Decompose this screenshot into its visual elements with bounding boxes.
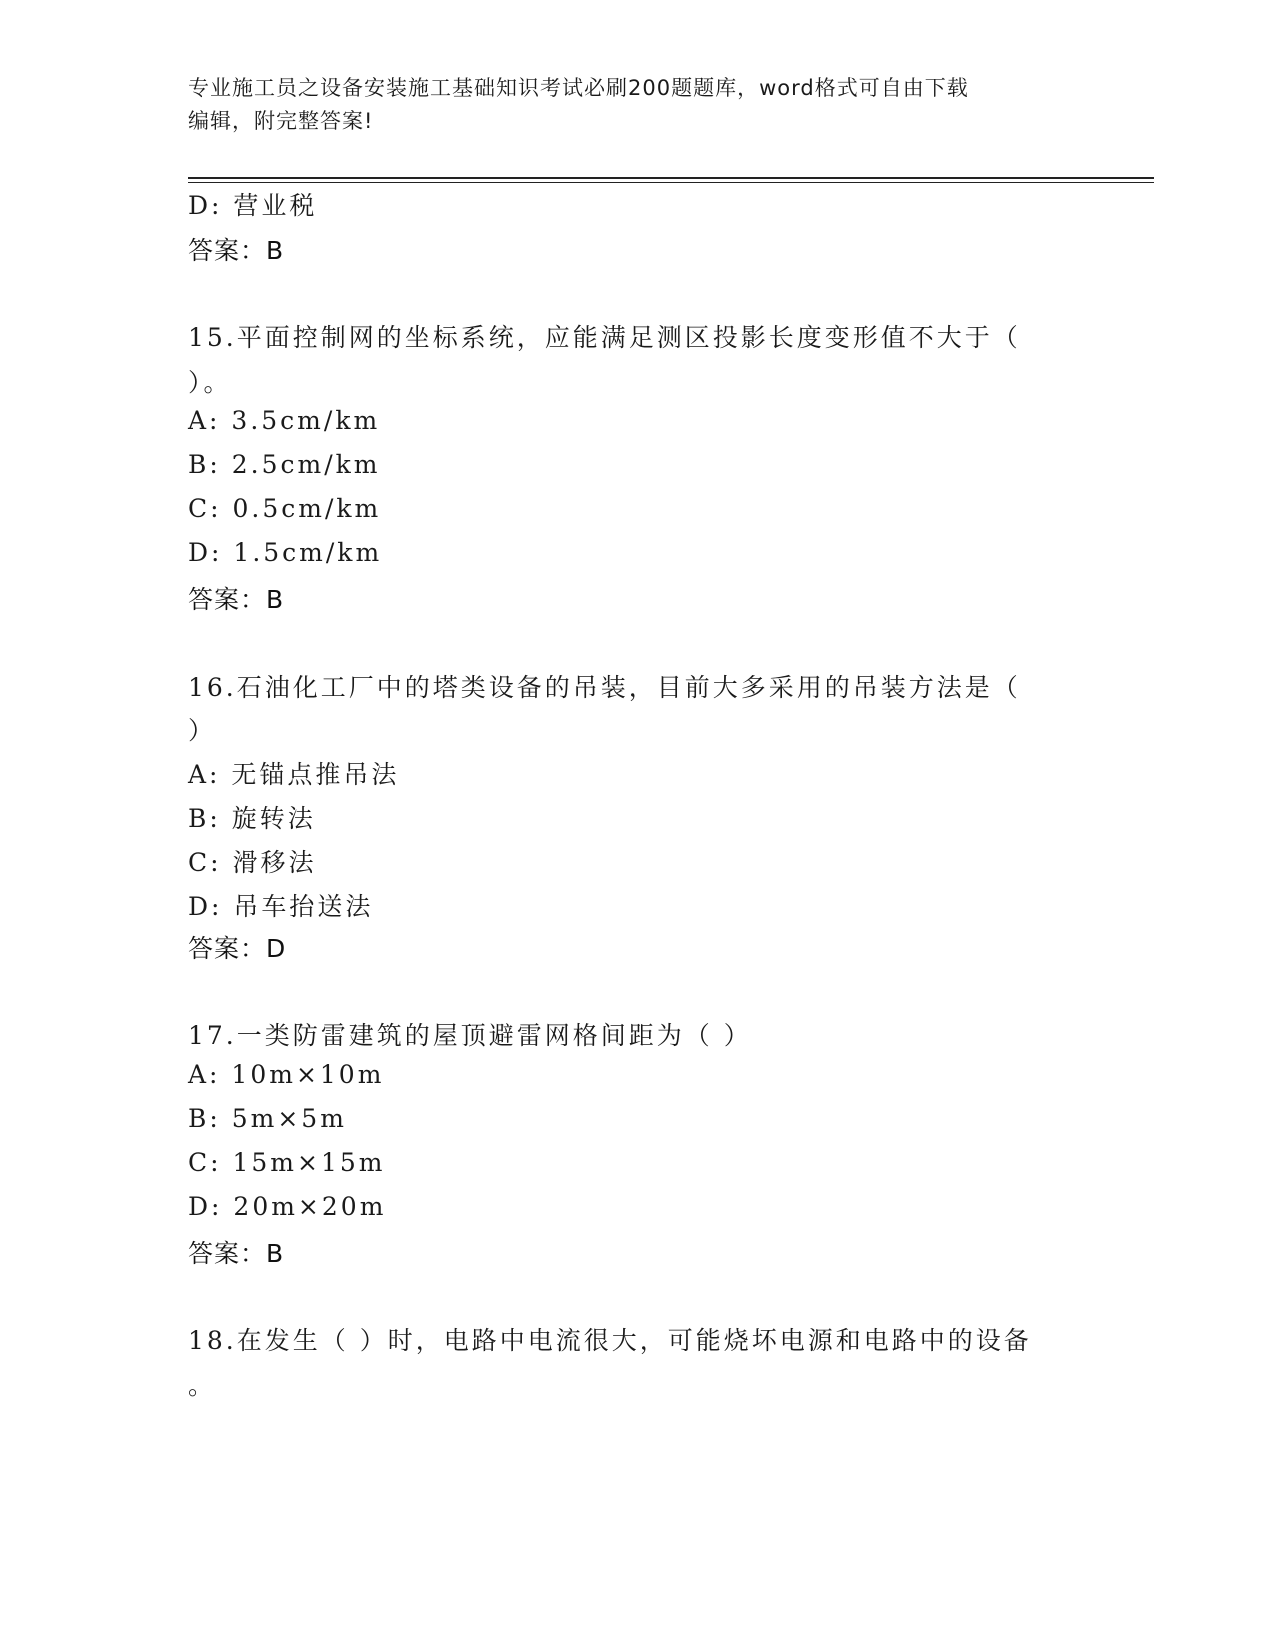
q17-option-a: A: 10m×10m <box>188 1060 385 1089</box>
q16-option-a: A: 无锚点推吊法 <box>188 760 400 789</box>
q15-option-a: A: 3.5cm/km <box>188 406 381 435</box>
q17-answer: 答案：B <box>188 1239 285 1268</box>
q15-option-c: C: 0.5cm/km <box>188 494 382 523</box>
header-rule-top <box>188 177 1154 179</box>
q16-stem-line-2: ） <box>188 716 217 745</box>
prev-option-d: D: 营业税 <box>188 191 318 220</box>
q17-stem-line-1: 17.一类防雷建筑的屋顶避雷网格间距为（ ） <box>188 1021 752 1050</box>
q15-stem-line-1: 15.平面控制网的坐标系统，应能满足测区投影长度变形值不大于（ <box>188 323 1021 352</box>
q15-option-d: D: 1.5cm/km <box>188 538 383 567</box>
q15-answer: 答案：B <box>188 585 285 614</box>
q15-stem-line-2: ）。 <box>188 368 232 397</box>
q17-option-b: B: 5m×5m <box>188 1104 347 1133</box>
document-header <box>188 72 1068 138</box>
q17-option-c: C: 15m×15m <box>188 1148 386 1177</box>
header-line-2: 编辑，附完整答案! <box>188 109 374 133</box>
prev-answer: 答案：B <box>188 236 285 265</box>
q16-option-c: C: 滑移法 <box>188 848 317 877</box>
q16-stem-line-1: 16.石油化工厂中的塔类设备的吊装，目前大多采用的吊装方法是（ <box>188 673 1021 702</box>
header-line-1: 专业施工员之设备安装施工基础知识考试必刷200题题库，word格式可自由下载 <box>188 76 969 100</box>
q16-option-b: B: 旋转法 <box>188 804 316 833</box>
q18-stem-line-2: 。 <box>188 1371 217 1400</box>
header-rule-bottom <box>188 182 1154 183</box>
q16-option-d: D: 吊车抬送法 <box>188 892 374 921</box>
q18-stem-line-1: 18.在发生（ ）时，电路中电流很大，可能烧坏电源和电路中的设备 <box>188 1326 1032 1355</box>
q15-option-b: B: 2.5cm/km <box>188 450 381 479</box>
q17-option-d: D: 20m×20m <box>188 1192 387 1221</box>
q16-answer: 答案：D <box>188 934 287 963</box>
